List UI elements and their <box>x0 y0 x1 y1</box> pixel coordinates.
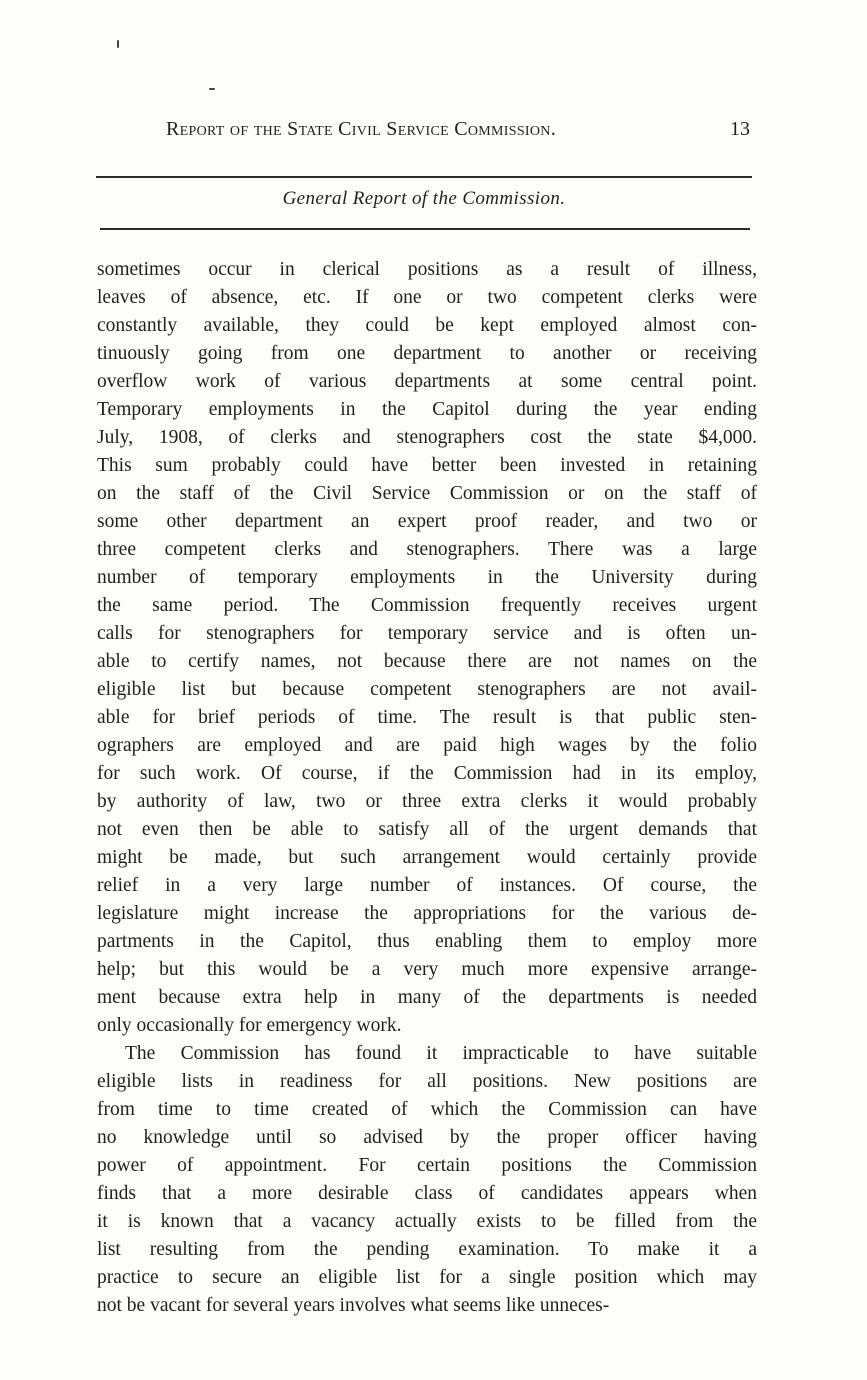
text-line: list resulting from the pending examination. To make it a <box>97 1239 757 1260</box>
text-line: it is known that a vacancy actually exists to be filled from the <box>97 1211 757 1232</box>
text-line: This sum probably could have better been invested in retaining <box>97 455 757 476</box>
text-line: eligible lists in readiness for all positions. New positions are <box>97 1071 757 1092</box>
text-line: only occasionally for emergency work. <box>97 1015 402 1036</box>
text-line: power of appointment. For certain positions the Commission <box>97 1155 757 1176</box>
text-line: The Commission has found it impracticable to have suitable <box>125 1043 757 1064</box>
text-line: July, 1908, of clerks and stenographers cost the state $4,000. <box>97 427 757 448</box>
text-line: might be made, but such arrangement would certainly provide <box>97 847 757 868</box>
paragraph <box>97 256 757 1040</box>
section-heading: General Report of the Commission. <box>282 188 566 209</box>
text-line: number of temporary employments in the University during <box>97 567 757 588</box>
text-line: practice to secure an eligible list for a single position which may <box>97 1267 757 1288</box>
text-line: partments in the Capitol, thus enabling them to employ more <box>97 931 757 952</box>
text-line: able to certify names, not because there are not names on the <box>97 651 757 672</box>
text-line: from time to time created of which the Commission can have <box>97 1099 757 1120</box>
body-text <box>97 256 757 1320</box>
paragraph <box>97 1040 757 1320</box>
text-line: calls for stenographers for temporary service and is often un- <box>97 623 757 644</box>
text-line: legislature might increase the appropriations for the various de- <box>97 903 757 924</box>
text-line: the same period. The Commission frequently receives urgent <box>97 595 757 616</box>
text-line: not even then be able to satisfy all of the urgent demands that <box>97 819 757 840</box>
text-line: leaves of absence, etc. If one or two competent clerks were <box>97 287 757 308</box>
text-line: relief in a very large number of instances. Of course, the <box>97 875 757 896</box>
text-line: help; but this would be a very much more expensive arrange- <box>97 959 757 980</box>
text-line: not be vacant for several years involves what seems like unneces- <box>97 1295 610 1316</box>
text-line: able for brief periods of time. The result is that public sten- <box>97 707 757 728</box>
running-head-title: Report of the State Civil Service Commission. <box>166 118 557 140</box>
text-line: eligible list but because competent stenographers are not avail- <box>97 679 757 700</box>
text-line: on the staff of the Civil Service Commission or on the staff of <box>97 483 757 504</box>
header-rule-bottom <box>100 228 750 230</box>
text-line: some other department an expert proof reader, and two or <box>97 511 757 532</box>
text-line: for such work. Of course, if the Commission had in its employ, <box>97 763 757 784</box>
header-rule-top <box>96 176 752 178</box>
text-line: ment because extra help in many of the departments is needed <box>97 987 757 1008</box>
running-head <box>96 118 752 148</box>
text-line: finds that a more desirable class of candidates appears when <box>97 1183 757 1204</box>
text-line: Temporary employments in the Capitol during the year ending <box>97 399 757 420</box>
text-line: tinuously going from one department to another or receiving <box>97 343 757 364</box>
text-line: ographers are employed and are paid high wages by the folio <box>97 735 757 756</box>
text-line: constantly available, they could be kept employed almost con- <box>97 315 757 336</box>
paper-speck <box>117 40 119 48</box>
text-line: by authority of law, two or three extra clerks it would probably <box>97 791 757 812</box>
text-line: three competent clerks and stenographers. There was a large <box>97 539 757 560</box>
text-line: no knowledge until so advised by the proper officer having <box>97 1127 757 1148</box>
page-number: 13 <box>730 118 750 140</box>
paper-speck <box>209 88 215 90</box>
text-line: overflow work of various departments at some central point. <box>97 371 757 392</box>
text-line: sometimes occur in clerical positions as a result of illness, <box>97 259 757 280</box>
